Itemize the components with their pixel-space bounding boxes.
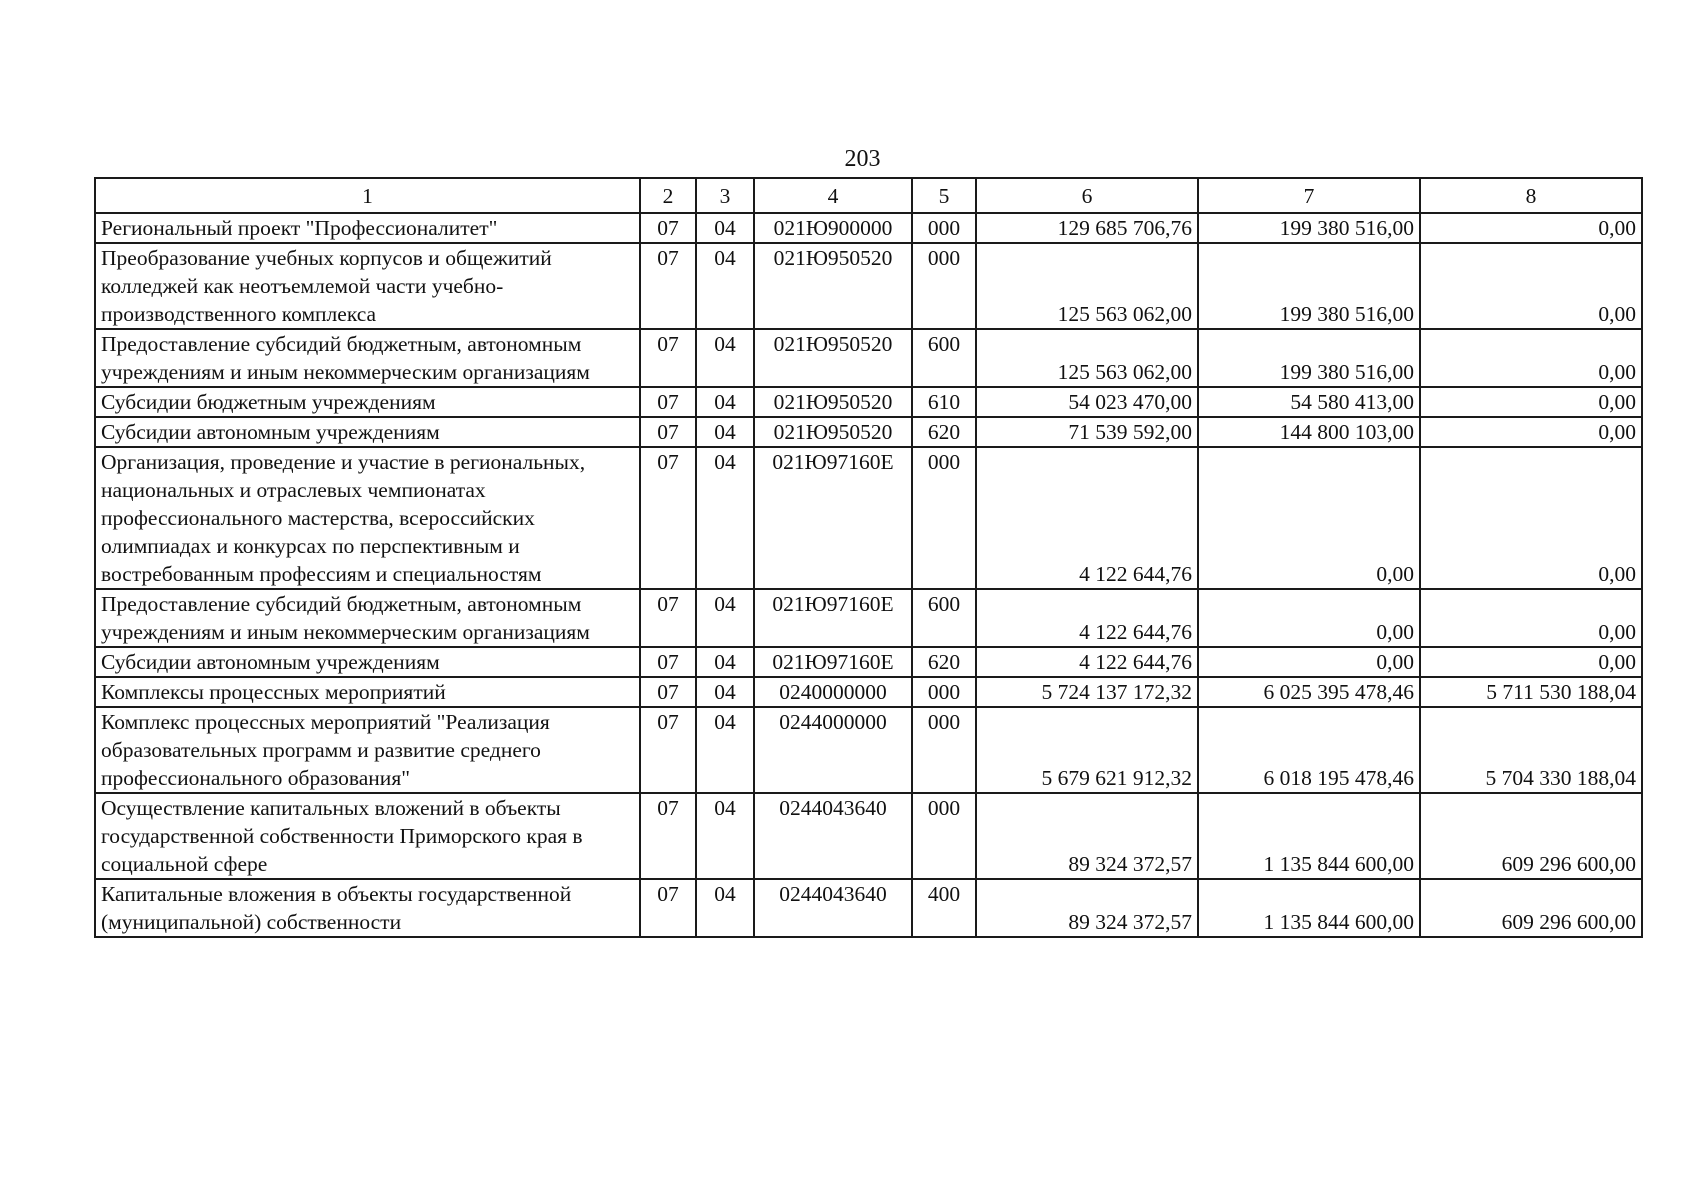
amount-cell: 0,00: [1420, 447, 1642, 589]
section-code-cell: 07: [640, 213, 696, 243]
target-article-cell: 021Ю900000: [754, 213, 912, 243]
amount-cell: 5 711 530 188,04: [1420, 677, 1642, 707]
header-cell: 3: [696, 178, 754, 213]
amount-cell: 89 324 372,57: [976, 793, 1198, 879]
expense-type-cell: 000: [912, 213, 976, 243]
amount-cell: 0,00: [1420, 387, 1642, 417]
expense-type-cell: 610: [912, 387, 976, 417]
amount-cell: 54 580 413,00: [1198, 387, 1420, 417]
row-name-cell: Региональный проект "Профессионалитет": [95, 213, 640, 243]
amount-cell: 71 539 592,00: [976, 417, 1198, 447]
table-row: [95, 243, 1642, 329]
amount-cell: 609 296 600,00: [1420, 879, 1642, 937]
amount-cell: 5 679 621 912,32: [976, 707, 1198, 793]
target-article-cell: 021Ю950520: [754, 329, 912, 387]
amount-cell: 0,00: [1198, 447, 1420, 589]
section-code-cell: 07: [640, 707, 696, 793]
expense-type-cell: 600: [912, 329, 976, 387]
table-row: [95, 387, 1642, 417]
table-row: [95, 647, 1642, 677]
expense-type-cell: 000: [912, 447, 976, 589]
table-row: [95, 589, 1642, 647]
amount-cell: 609 296 600,00: [1420, 793, 1642, 879]
section-code-cell: 07: [640, 647, 696, 677]
amount-cell: 5 724 137 172,32: [976, 677, 1198, 707]
row-name-cell: Комплексы процессных мероприятий: [95, 677, 640, 707]
target-article-cell: 021Ю950520: [754, 417, 912, 447]
table-row: [95, 793, 1642, 879]
amount-cell: 4 122 644,76: [976, 447, 1198, 589]
subsection-code-cell: 04: [696, 647, 754, 677]
target-article-cell: 021Ю97160Е: [754, 647, 912, 677]
amount-cell: 1 135 844 600,00: [1198, 793, 1420, 879]
header-cell: 5: [912, 178, 976, 213]
header-cell: 1: [95, 178, 640, 213]
header-cell: 2: [640, 178, 696, 213]
amount-cell: 199 380 516,00: [1198, 243, 1420, 329]
table-row: [95, 213, 1642, 243]
target-article-cell: 0240000000: [754, 677, 912, 707]
row-name-cell: Предоставление субсидий бюджетным, автономным учреждениям и иным некоммерческим организациям: [95, 589, 640, 647]
amount-cell: 0,00: [1420, 647, 1642, 677]
subsection-code-cell: 04: [696, 677, 754, 707]
page-number: 203: [844, 146, 881, 172]
target-article-cell: 0244043640: [754, 879, 912, 937]
row-name-cell: Субсидии автономным учреждениям: [95, 647, 640, 677]
header-cell: 7: [1198, 178, 1420, 213]
row-name-cell: Организация, проведение и участие в региональных, национальных и отраслевых чемпионатах профессионального мастерства, всероссийских олимпиадах и конкурсах по перспективным и востребованным профессиям и специальностям: [95, 447, 640, 589]
amount-cell: 199 380 516,00: [1198, 213, 1420, 243]
section-code-cell: 07: [640, 329, 696, 387]
row-name-cell: Комплекс процессных мероприятий "Реализация образовательных программ и развитие среднего профессионального образования": [95, 707, 640, 793]
target-article-cell: 021Ю97160Е: [754, 447, 912, 589]
amount-cell: 199 380 516,00: [1198, 329, 1420, 387]
section-code-cell: 07: [640, 589, 696, 647]
table-row: [95, 329, 1642, 387]
expense-type-cell: 620: [912, 417, 976, 447]
row-name-cell: Осуществление капитальных вложений в объекты государственной собственности Приморского края в социальной сфере: [95, 793, 640, 879]
table-body: [95, 213, 1642, 937]
subsection-code-cell: 04: [696, 707, 754, 793]
amount-cell: 4 122 644,76: [976, 589, 1198, 647]
section-code-cell: 07: [640, 417, 696, 447]
subsection-code-cell: 04: [696, 417, 754, 447]
amount-cell: 129 685 706,76: [976, 213, 1198, 243]
subsection-code-cell: 04: [696, 447, 754, 589]
amount-cell: 144 800 103,00: [1198, 417, 1420, 447]
amount-cell: 0,00: [1198, 589, 1420, 647]
amount-cell: 0,00: [1198, 647, 1420, 677]
section-code-cell: 07: [640, 879, 696, 937]
amount-cell: 0,00: [1420, 329, 1642, 387]
expense-type-cell: 000: [912, 707, 976, 793]
header-row: [95, 178, 1642, 213]
row-name-cell: Капитальные вложения в объекты государственной (муниципальной) собственности: [95, 879, 640, 937]
amount-cell: 0,00: [1420, 213, 1642, 243]
target-article-cell: 021Ю950520: [754, 243, 912, 329]
amount-cell: 0,00: [1420, 589, 1642, 647]
header-cell: 8: [1420, 178, 1642, 213]
amount-cell: 0,00: [1420, 243, 1642, 329]
row-name-cell: Преобразование учебных корпусов и общежитий колледжей как неотъемлемой части учебно-производственного комплекса: [95, 243, 640, 329]
target-article-cell: 0244000000: [754, 707, 912, 793]
amount-cell: 0,00: [1420, 417, 1642, 447]
expense-type-cell: 000: [912, 677, 976, 707]
amount-cell: 4 122 644,76: [976, 647, 1198, 677]
subsection-code-cell: 04: [696, 589, 754, 647]
amount-cell: 1 135 844 600,00: [1198, 879, 1420, 937]
budget-table: [94, 177, 1643, 938]
subsection-code-cell: 04: [696, 879, 754, 937]
subsection-code-cell: 04: [696, 329, 754, 387]
amount-cell: 54 023 470,00: [976, 387, 1198, 417]
section-code-cell: 07: [640, 793, 696, 879]
amount-cell: 5 704 330 188,04: [1420, 707, 1642, 793]
expense-type-cell: 000: [912, 793, 976, 879]
subsection-code-cell: 04: [696, 213, 754, 243]
target-article-cell: 0244043640: [754, 793, 912, 879]
section-code-cell: 07: [640, 243, 696, 329]
subsection-code-cell: 04: [696, 243, 754, 329]
subsection-code-cell: 04: [696, 387, 754, 417]
section-code-cell: 07: [640, 387, 696, 417]
section-code-cell: 07: [640, 447, 696, 589]
amount-cell: 125 563 062,00: [976, 329, 1198, 387]
amount-cell: 125 563 062,00: [976, 243, 1198, 329]
amount-cell: 89 324 372,57: [976, 879, 1198, 937]
expense-type-cell: 620: [912, 647, 976, 677]
expense-type-cell: 400: [912, 879, 976, 937]
table-row: [95, 707, 1642, 793]
header-cell: 6: [976, 178, 1198, 213]
target-article-cell: 021Ю950520: [754, 387, 912, 417]
amount-cell: 6 025 395 478,46: [1198, 677, 1420, 707]
row-name-cell: Субсидии автономным учреждениям: [95, 417, 640, 447]
subsection-code-cell: 04: [696, 793, 754, 879]
header-cell: 4: [754, 178, 912, 213]
table-row: [95, 447, 1642, 589]
table-row: [95, 677, 1642, 707]
expense-type-cell: 000: [912, 243, 976, 329]
row-name-cell: Предоставление субсидий бюджетным, автономным учреждениям и иным некоммерческим организациям: [95, 329, 640, 387]
table-row: [95, 879, 1642, 937]
table-row: [95, 417, 1642, 447]
target-article-cell: 021Ю97160Е: [754, 589, 912, 647]
amount-cell: 6 018 195 478,46: [1198, 707, 1420, 793]
expense-type-cell: 600: [912, 589, 976, 647]
row-name-cell: Субсидии бюджетным учреждениям: [95, 387, 640, 417]
section-code-cell: 07: [640, 677, 696, 707]
